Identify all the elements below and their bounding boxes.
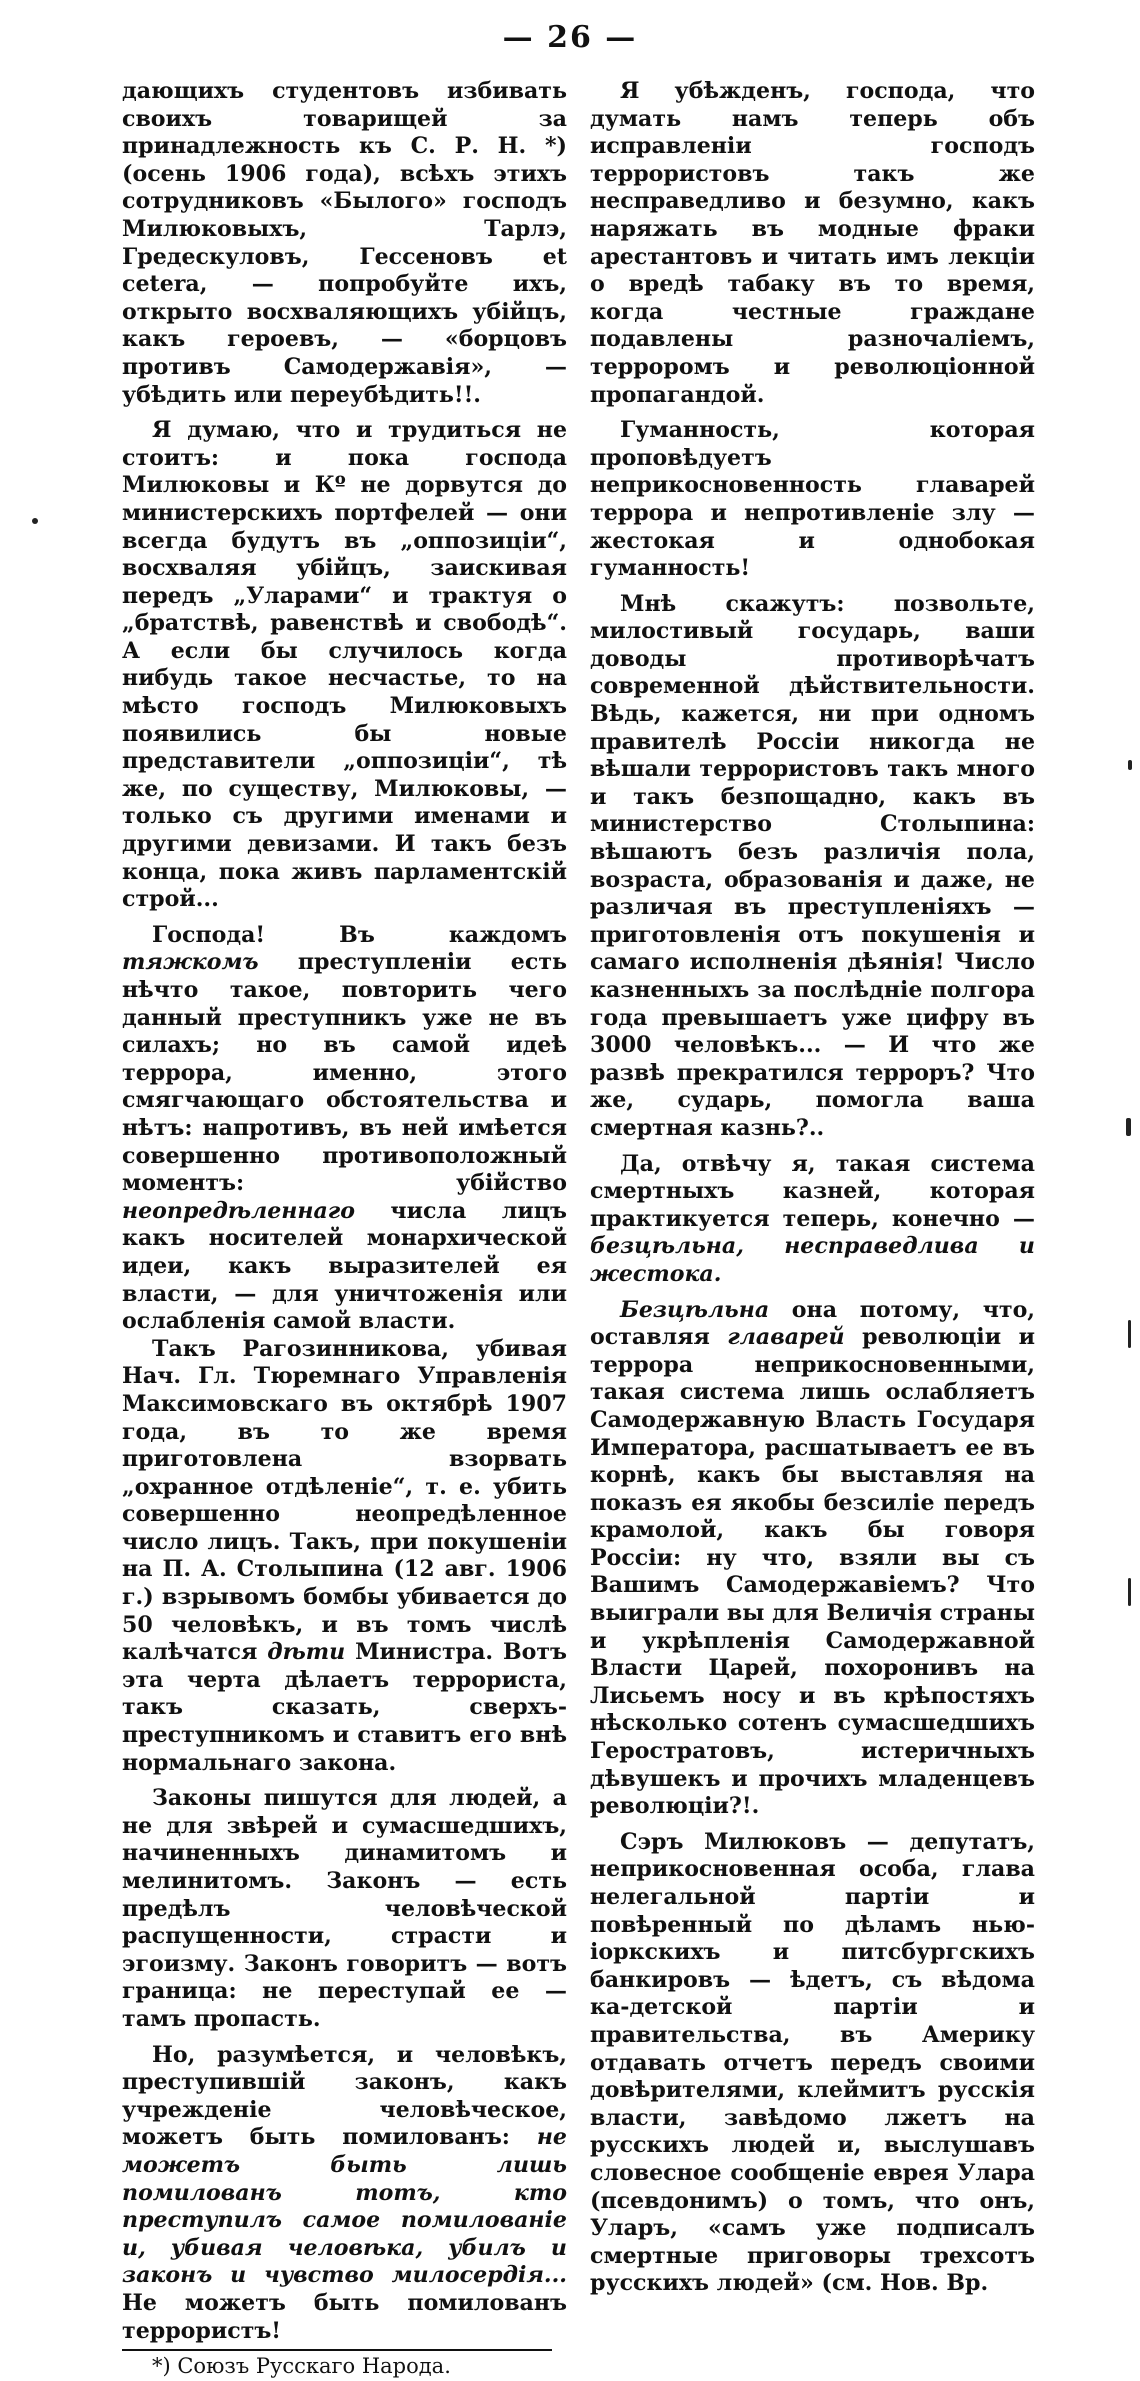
left-paragraph-6 [122, 2042, 567, 2346]
left-p6-text-b: Не можетъ быть помилованъ террористъ! [122, 2289, 567, 2344]
left-p6-text-a: Но, разумѣется, и человѣкъ, преступившій законъ, какъ учрежденіе человѣческое, можетъ быть помилованъ: [122, 2041, 567, 2151]
left-paragraph-3 [122, 922, 567, 1336]
left-p3-italic-b: неопредѣленнаго [122, 1197, 355, 1224]
right-p4-italic: безцѣльна, несправедлива и жестока. [590, 1233, 1035, 1287]
left-p4-text-a: Такъ Рагозинникова, убивая Нач. Гл. Тюремнаго Управленія Максимовскаго въ октябрѣ 1907 года, въ то же время приготовлена взорвать „охранное отдѣленіе“, т. е. убить совершенно неопредѣленное число лицъ. Такъ, при покушеніи на П. А. Столыпина (12 авг. 1906 г.) взрывомъ бомбы убивается до 50 человѣкъ, и въ томъ числѣ калѣчатся [122, 1335, 567, 1666]
scan-speck [32, 518, 38, 524]
right-paragraph-2: Гуманность, которая проповѣдуетъ неприкосновенность главарей террора и непротивленіе злу — жестокая и однобокая гуманность! [590, 417, 1035, 582]
right-p5-text-b: революціи и террора неприкосновенными, такая система лишь ослабляетъ Самодержавную Власть Государя Императора, расшатываетъ ее въ корнѣ, какъ бы выставляя на показъ ея якобы безсиліе передъ крамолой, какъ бы говоря Россіи: ну что, взяли вы съ Вашимъ Самодержавіемъ? Что выиграли вы для Величія страны и укрѣпленія Самодержавной Власти Царей, похоронивъ на Лисьемъ носу и въ крѣпостяхъ нѣсколько сотенъ сумасшедшихъ Геростратовъ, истеричныхъ дѣвушекъ и прочихъ младенцевъ революціи?!. [590, 1324, 1036, 1820]
left-column [122, 78, 567, 2381]
right-p4-text: Да, отвѣчу я, такая система смертныхъ казней, которая практикуется теперь, конечно — [590, 1150, 1035, 1232]
left-paragraph-4 [122, 1336, 567, 1778]
left-p4-italic: дѣти [267, 1639, 346, 1666]
right-paragraph-5 [590, 1297, 1035, 1821]
right-p5-text-a: она потому, что, оставляя [590, 1296, 1035, 1351]
scan-speck [1128, 1578, 1131, 1606]
page-number: — 26 — [502, 20, 638, 55]
right-paragraph-4 [590, 1151, 1035, 1289]
scan-speck [1126, 1118, 1131, 1136]
footnote: *) Союзъ Русскаго Народа. [152, 2354, 451, 2379]
right-paragraph-6: Сэръ Милюковъ — депутатъ, неприкосновенная особа, глава нелегальной партіи и повѣренный по дѣламъ нью-іоркскихъ и питсбургскихъ банкировъ — ѣдетъ, съ вѣдома ка-детской партіи и правительства, въ Америку отдавать отчетъ передъ своими довѣрителями, клеймитъ русскія власти, завѣдомо лжетъ на русскихъ людей и, выслушавъ словесное сообщеніе еврея Улара (псевдонимъ) о томъ, что онъ, Уларъ, «самъ уже подписалъ смертные приговоры трехсотъ русскихъ людей» (см. Нов. Вр. [590, 1828, 1035, 2297]
scan-speck [1128, 760, 1132, 770]
left-p3-italic-a: тяжкомъ [122, 949, 259, 976]
left-p6-italic: не можетъ быть лишь помилованъ тотъ, кто преступилъ самое помилованіе и, убивая человѣка, убилъ и законъ и чувство милосердія... [122, 2124, 567, 2289]
left-p3-text-a: Господа! Въ каждомъ [152, 921, 567, 948]
right-p5-italic-b: главарей [727, 1324, 845, 1351]
left-paragraph-5: Законы пишутся для людей, а не для звѣрей и сумасшедшихъ, начиненныхъ динамитомъ и мелинитомъ. Законъ — есть предѣлъ человѣческой распущенности, страсти и эгоизму. Законъ говоритъ — вотъ граница: не переступай ее — тамъ пропасть. [122, 1785, 567, 2032]
left-p3-text-c: числа лицъ какъ носителей монархической идеи, какъ выразителей ея власти, — для уничтоженія или ослабленія самой власти. [122, 1197, 567, 1335]
right-column [590, 78, 1035, 2298]
left-paragraph-1: дающихъ студентовъ избивать своихъ товарищей за принадлежность къ С. Р. Н. *) (осень 1906 года), всѣхъ этихъ сотрудниковъ «Былого» господъ Милюковыхъ, Тарлэ, Гредескуловъ, Гессеновъ et cetera, — попробуйте ихъ, открыто восхваляющихъ убійцъ, какъ героевъ, — «борцовъ противъ Самодержавія», — убѣдить или переубѣдить!!. [122, 78, 567, 408]
right-p5-italic-a: Безцѣльна [620, 1296, 770, 1323]
left-p3-text-b: преступленіи есть нѣчто такое, повторить чего данный преступникъ уже не въ силахъ; но въ самой идеѣ террора, именно, этого смягчающаго обстоятельства и нѣтъ: напротивъ, въ ней имѣется совершенно противоположный моментъ: убійство [122, 949, 567, 1197]
left-paragraph-2: Я думаю, что и трудиться не стоитъ: и пока господа Милюковы и Кº не дорвутся до министерскихъ портфелей — они всегда будутъ въ „оппозиціи“, восхваляя убійцъ, заискивая передъ „Уларами“ и трактуя о „братствѣ, равенствѣ и свободѣ“. А если бы случилось когда нибудь такое несчастье, то на мѣсто господъ Милюковыхъ появились бы новые представители „оппозиціи“, тѣ же, по существу, Милюковы, — только съ другими именами и другими девизами. И такъ безъ конца, пока живъ парламентскій строй... [122, 417, 567, 913]
scan-speck [1128, 1320, 1131, 1348]
right-paragraph-1: Я убѣжденъ, господа, что думать намъ теперь объ исправленіи господъ террористовъ такъ же несправедливо и безумно, какъ наряжать въ модные фраки арестантовъ и читать имъ лекціи о вредѣ табаку въ то время, когда честные граждане подавлены разночаліемъ, терроромъ и революціонной пропагандой. [590, 78, 1035, 408]
right-paragraph-3: Мнѣ скажутъ: позвольте, милостивый государь, ваши доводы противорѣчатъ современной дѣйствительности. Вѣдь, кажется, ни при одномъ правителѣ Россіи никогда не вѣшали террористовъ такъ много и такъ безпощадно, какъ въ министерство Столыпина: вѣшаютъ безъ различія пола, возраста, образованія и даже, не различая въ преступленіяхъ — приготовленія отъ покушенія и самаго исполненія дѣянія! Число казненныхъ за послѣдніе полгора года превышаетъ уже цифру въ 3000 человѣкъ... — И что же развѣ прекратился терроръ? Что же, сударь, помогла ваша смертная казнь?.. [590, 590, 1035, 1141]
footnote-rule [122, 2349, 552, 2351]
left-p4-text-b: Министра. Вотъ эта черта дѣлаетъ террориста, такъ сказать, сверхъ-преступникомъ и ставитъ его внѣ нормальнаго закона. [122, 1639, 568, 1776]
